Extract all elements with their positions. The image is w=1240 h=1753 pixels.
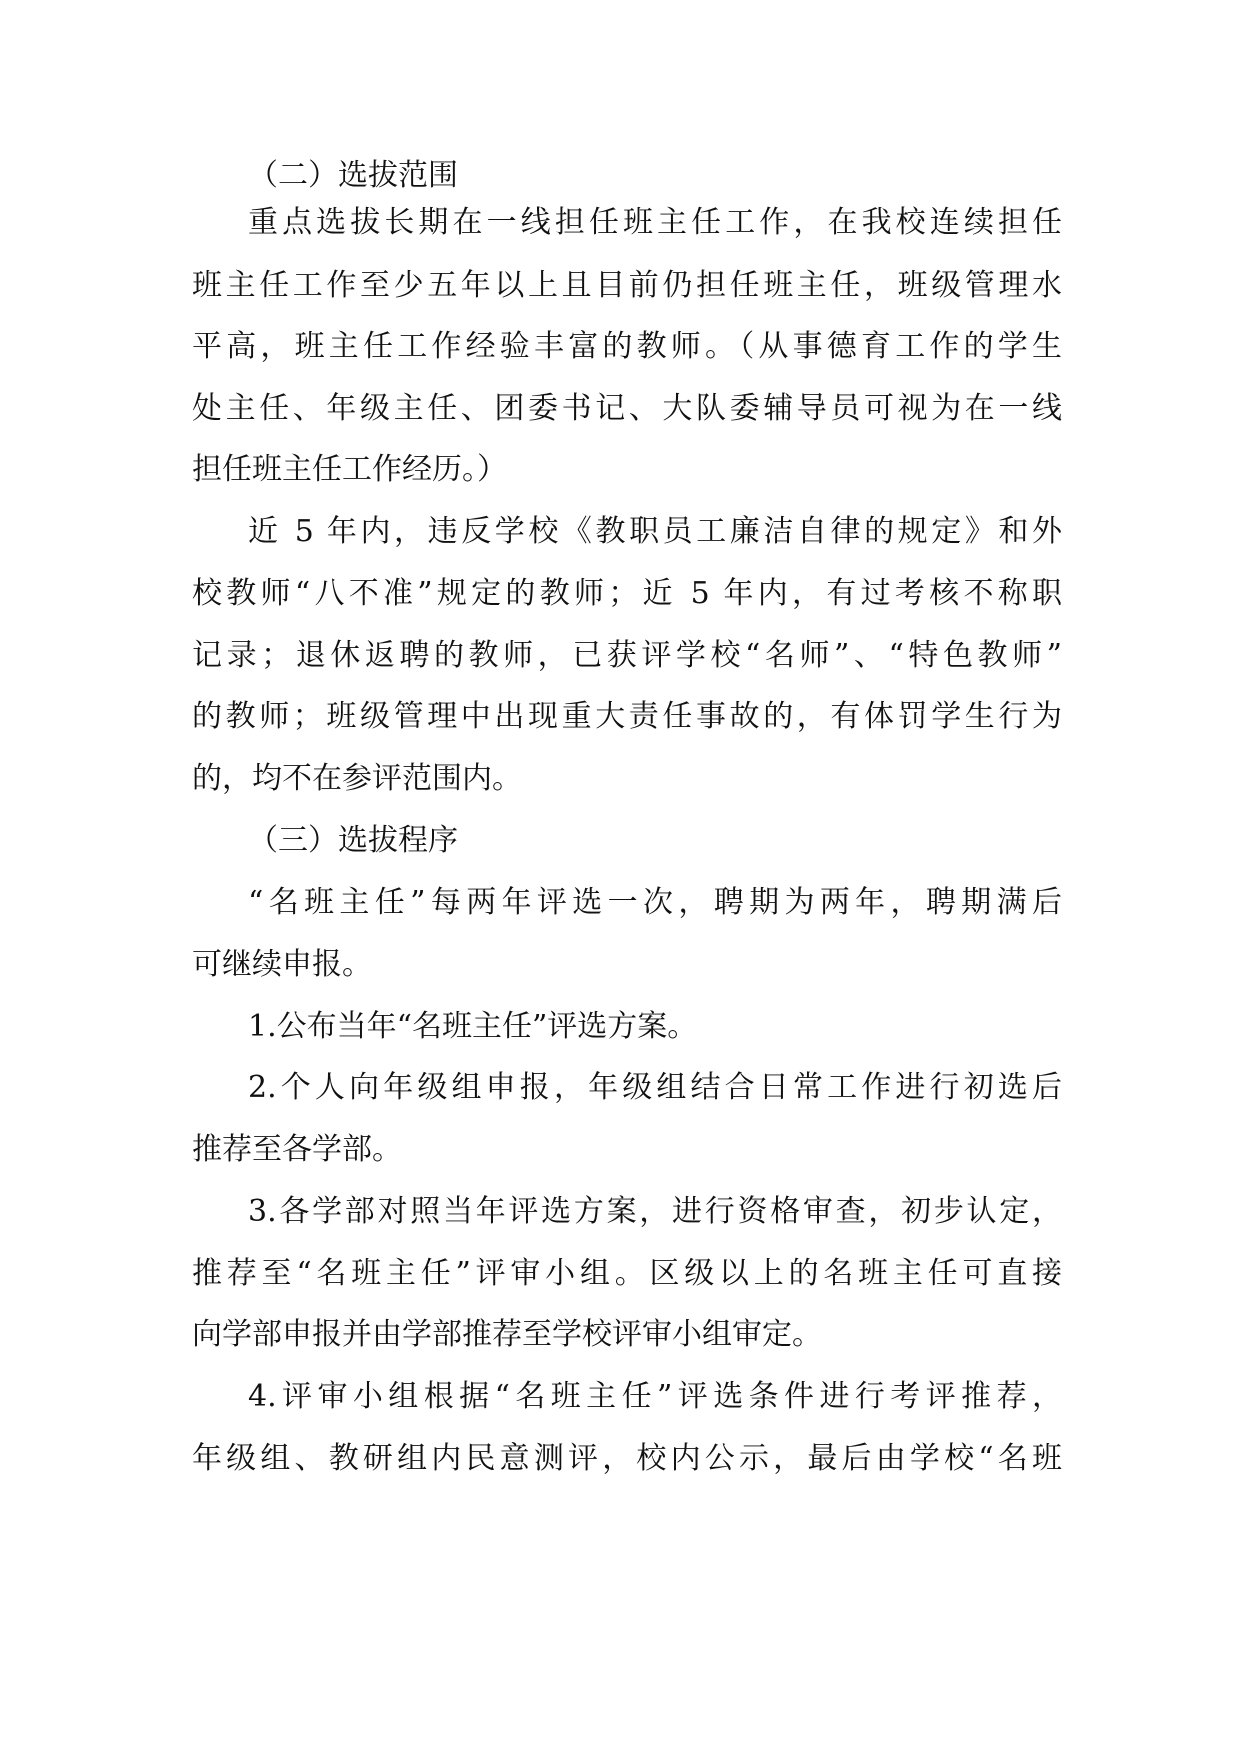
paragraph-line: 记录；退休返聘的教师，已获评学校“名师”、“特色教师” — [192, 638, 1062, 673]
paragraph-line: 处主任、年级主任、团委书记、大队委辅导员可视为在一线 — [192, 391, 1062, 426]
paragraph-line: 向学部申报并由学部推荐至学校评审小组审定。 — [192, 1317, 822, 1352]
paragraph-line: 班主任工作至少五年以上且目前仍担任班主任，班级管理水 — [192, 268, 1062, 303]
paragraph-line: 推荐至各学部。 — [192, 1132, 402, 1167]
list-item-1: 1.公布当年“名班主任”评选方案。 — [248, 1009, 698, 1044]
section-heading-selection-scope: （二）选拔范围 — [248, 158, 458, 193]
list-item-4: 4.评审小组根据“名班主任”评选条件进行考评推荐， — [248, 1379, 1062, 1414]
section-heading-selection-procedure: （三）选拔程序 — [248, 823, 458, 858]
paragraph-line: 担任班主任工作经历。） — [192, 452, 507, 487]
paragraph-line: 重点选拔长期在一线担任班主任工作，在我校连续担任 — [248, 205, 1062, 240]
paragraph-line: 的，均不在参评范围内。 — [192, 761, 522, 796]
paragraph-line: “名班主任”每两年评选一次，聘期为两年，聘期满后 — [248, 885, 1062, 920]
paragraph-line: 年级组、教研组内民意测评，校内公示，最后由学校“名班 — [192, 1441, 1062, 1476]
paragraph-line: 近 5 年内，违反学校《教职员工廉洁自律的规定》和外 — [248, 514, 1062, 549]
paragraph-line: 推荐至“名班主任”评审小组。区级以上的名班主任可直接 — [192, 1256, 1062, 1291]
paragraph-line: 平高，班主任工作经验丰富的教师。（从事德育工作的学生 — [192, 329, 1062, 364]
paragraph-line: 可继续申报。 — [192, 947, 372, 982]
list-item-2: 2.个人向年级组申报，年级组结合日常工作进行初选后 — [248, 1070, 1062, 1105]
list-item-3: 3.各学部对照当年评选方案，进行资格审查，初步认定， — [248, 1194, 1062, 1229]
paragraph-line: 校教师“八不准”规定的教师；近 5 年内，有过考核不称职 — [192, 576, 1062, 611]
paragraph-line: 的教师；班级管理中出现重大责任事故的，有体罚学生行为 — [192, 699, 1062, 734]
